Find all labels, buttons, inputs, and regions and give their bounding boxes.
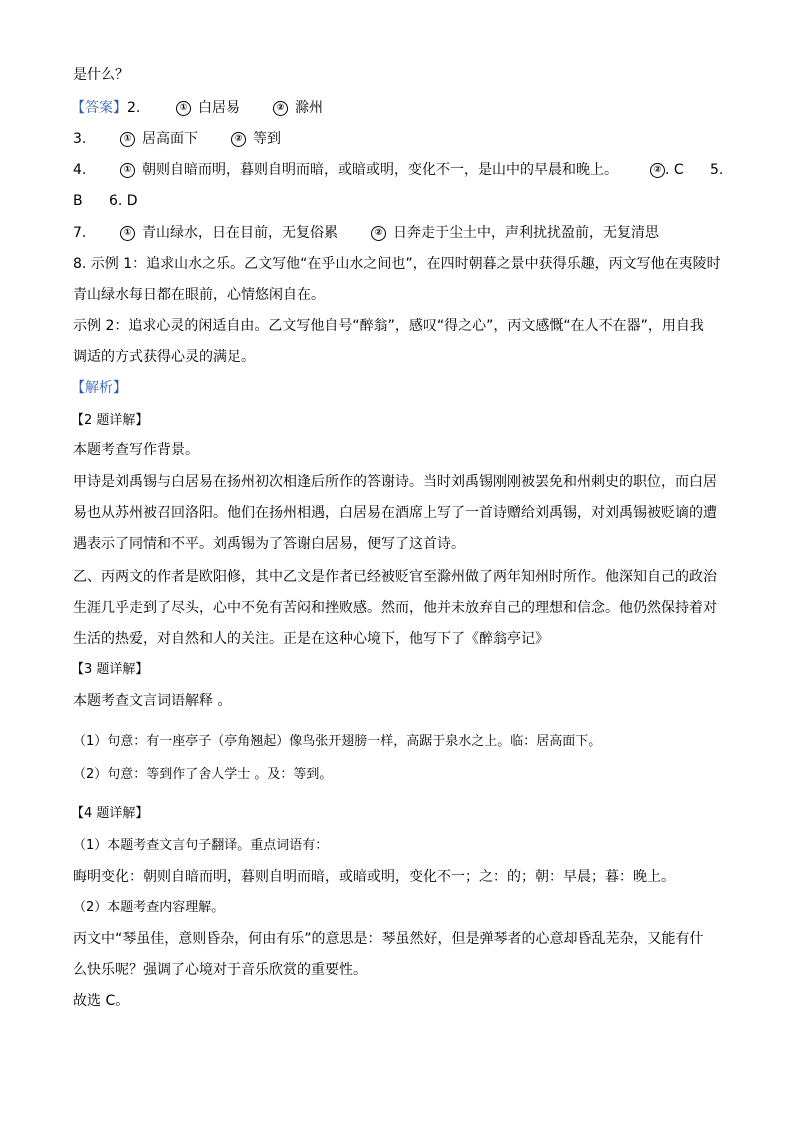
answer-text: 日奔走于尘土中，声利扰扰盈前，无复清思 (393, 225, 659, 241)
question-number: 4. (73, 162, 87, 178)
text-line: （2）本题考查内容理解。 (73, 900, 225, 915)
answer-text: 白居易 (198, 100, 240, 116)
answer-line-7 (73, 223, 723, 243)
text-line: 乙、丙两文的作者是欧阳修，其中乙文是作者已经被贬官至滁州做了两年知州时所作。他深知自己的政治 (73, 569, 717, 585)
section-heading: 【解析】 (71, 380, 127, 396)
answer-line-3 (73, 129, 673, 149)
text-line: （2）句意：等到作了舍人学士 。及：等到。 (73, 767, 333, 782)
answer-text: 朝则自暗而明，暮则自明而暗，或暗或明，变化不一，是山中的早晨和晚上。 (142, 162, 618, 178)
circled-one-icon: ① (120, 163, 135, 178)
circled-two-icon: ② (650, 163, 665, 178)
answer-text: . C (665, 162, 684, 178)
text-line: 青山绿水每日都在眼前，心情悠闲自在。 (73, 287, 325, 303)
section-heading: 【4 题详解】 (71, 806, 149, 821)
circled-one-icon: ① (120, 132, 135, 147)
text-line: 晦明变化：朝则自暗而明，暮则自明而暗，或暗或明，变化不一；之：的；朝：早晨；暮：晚上。 (73, 869, 675, 885)
text-line: 遇表示了同情和不平。刘禹锡为了答谢白居易，便写了这首诗。 (73, 536, 465, 552)
text-line: 生涯几乎走到了尽头，心中不免有苦闷和挫败感。然而，他并未放弃自己的理想和信念。他仍然保持着对 (73, 600, 717, 616)
text-line: 示例 2：追求心灵的闲适自由。乙文写他自号“醉翁”，感叹“得之心”，丙文感慨“在人不在器”，用自我 (73, 318, 704, 334)
answer-tag: 【答案】 (71, 100, 127, 116)
answer-text: B (73, 193, 83, 209)
answer-line-5-6 (73, 191, 373, 211)
text-line: 是什么？ (73, 67, 129, 83)
section-heading: 【3 题详解】 (71, 662, 149, 677)
section-heading: 【2 题详解】 (71, 413, 149, 428)
text-line: 丙文中“琴虽佳，意则昏杂，何由有乐”的意思是：琴虽然好，但是弹琴者的心意却昏乱芜杂，又能有什 (73, 931, 704, 947)
text-line: 本题考查写作背景。 (73, 442, 199, 458)
question-number: 2. (127, 100, 141, 116)
circled-one-icon: ① (176, 101, 191, 116)
text-line: 甲诗是刘禹锡与白居易在扬州初次相逢后所作的答谢诗。当时刘禹锡刚刚被罢免和州刺史的职位，而白居 (73, 474, 717, 490)
text-line: 本题考查文言词语解释 。 (73, 693, 232, 709)
text-line: 生活的热爱，对自然和人的关注。正是在这种心境下，他写下了《醉翁亭记》 (73, 631, 549, 647)
circled-two-icon: ② (371, 226, 386, 241)
text-line: 8. 示例 1：追求山水之乐。乙文写他“在乎山水之间也”，在四时朝暮之景中获得乐趣，丙文写他在夷陵时 (73, 256, 721, 272)
text-line: 么快乐呢？强调了心境对于音乐欣赏的重要性。 (73, 962, 367, 978)
text-line: 故选 C。 (73, 993, 130, 1009)
question-number: 5. (710, 162, 724, 178)
answer-text: 6. D (109, 193, 138, 209)
question-number: 3. (73, 131, 87, 147)
circled-two-icon: ② (231, 132, 246, 147)
answer-text: 等到 (253, 131, 281, 147)
circled-one-icon: ① (120, 226, 135, 241)
text-line: 调适的方式获得心灵的满足。 (73, 349, 255, 365)
answer-text: 青山绿水，日在目前，无复俗累 (142, 225, 338, 241)
question-number: 7. (73, 225, 87, 241)
answer-line-2 (73, 98, 673, 118)
answer-text: 居高面下 (142, 131, 198, 147)
answer-line-4 (73, 160, 723, 180)
answer-text: 滁州 (295, 100, 323, 116)
text-line: （1）句意：有一座亭子（亭角翘起）像鸟张开翅膀一样，高踞于泉水之上。临：居高面下。 (73, 734, 602, 749)
text-line: （1）本题考查文言句子翻译。重点词语有： (73, 838, 329, 853)
circled-two-icon: ② (273, 101, 288, 116)
text-line: 易也从苏州被召回洛阳。他们在扬州相遇，白居易在酒席上写了一首诗赠给刘禹锡，对刘禹锡被贬谪的遭 (73, 505, 717, 521)
